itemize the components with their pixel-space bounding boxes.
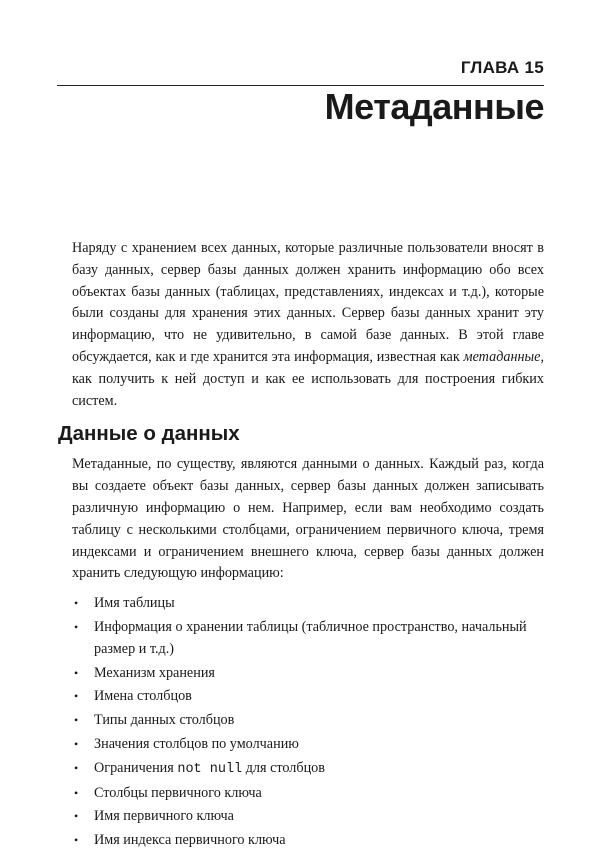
bullet-icon: • <box>74 596 79 611</box>
list-item <box>72 758 544 781</box>
list-item <box>72 593 544 615</box>
intro-text-1: Наряду с хранением всех данных, которые различные пользователи вносят в базу данных, сервер базы данных должен хранить информацию обо всех объектах базы данных (таблицах, представлениях, индексах и т.д.), которые были созданы для хранения этих данных. Сервер базы данных хранит эту информацию, что не удивительно, в самой базе данных. В этой главе обсуждается, как и где хранится эта информация, известная как <box>72 240 544 365</box>
list-item-text: Механизм хранения <box>94 664 215 681</box>
list-item-text: Имя индекса первичного ключа <box>94 832 286 849</box>
list-item-text: Значения столбцов по умолчанию <box>94 735 299 752</box>
bullet-icon: • <box>74 736 79 751</box>
list-item <box>72 806 544 828</box>
bullet-icon: • <box>74 665 79 680</box>
list-item-text: Типы данных столбцов <box>94 712 235 729</box>
section-paragraph: Метаданные, по существу, являются данными о данных. Каждый раз, когда вы создаете объект базы данных, сервер базы данных должен записывать различную информацию о нем. Например, если вам необходимо создать таблицу с несколькими столбцами, ограничением первичного ключа, тремя индексами и ограничением внешнего ключа, сервер базы данных должен хранить следующую информацию: <box>72 456 544 582</box>
list-item <box>72 710 544 732</box>
intro-emphasis: метаданные <box>463 348 541 365</box>
list-item-text: Столбцы первичного ключа <box>94 784 262 801</box>
list-item <box>72 663 544 685</box>
bullet-list <box>72 593 544 852</box>
list-item-text: Информация о хранении таблицы (табличное пространство, начальный размер и т.д.) <box>94 618 527 657</box>
bullet-icon: • <box>74 619 79 634</box>
list-item <box>72 783 544 805</box>
list-item-text: Ограничения <box>94 759 178 776</box>
bullet-icon: • <box>74 809 79 824</box>
list-item <box>72 617 544 661</box>
list-item-text: Имя таблицы <box>94 595 175 612</box>
page-content <box>58 238 544 854</box>
bullet-icon: • <box>74 760 79 775</box>
intro-paragraph <box>72 238 544 412</box>
inline-code: not null <box>177 761 243 777</box>
chapter-title: Метаданные <box>324 86 544 127</box>
bullet-icon: • <box>74 833 79 848</box>
list-item <box>72 734 544 756</box>
list-item-text: Имя первичного ключа <box>94 808 234 825</box>
bullet-icon: • <box>74 713 79 728</box>
chapter-label: ГЛАВА 15 <box>460 58 544 77</box>
intro-text-2: , как получить к ней доступ и как ее использовать для построения гибких систем. <box>72 348 544 409</box>
list-item <box>72 830 544 852</box>
section-heading: Данные о данных <box>58 422 240 446</box>
list-item <box>72 686 544 708</box>
bullet-icon: • <box>74 785 79 800</box>
list-item-text: для столбцов <box>242 759 325 776</box>
bullet-icon: • <box>74 689 79 704</box>
list-item-text: Имена столбцов <box>94 688 192 705</box>
